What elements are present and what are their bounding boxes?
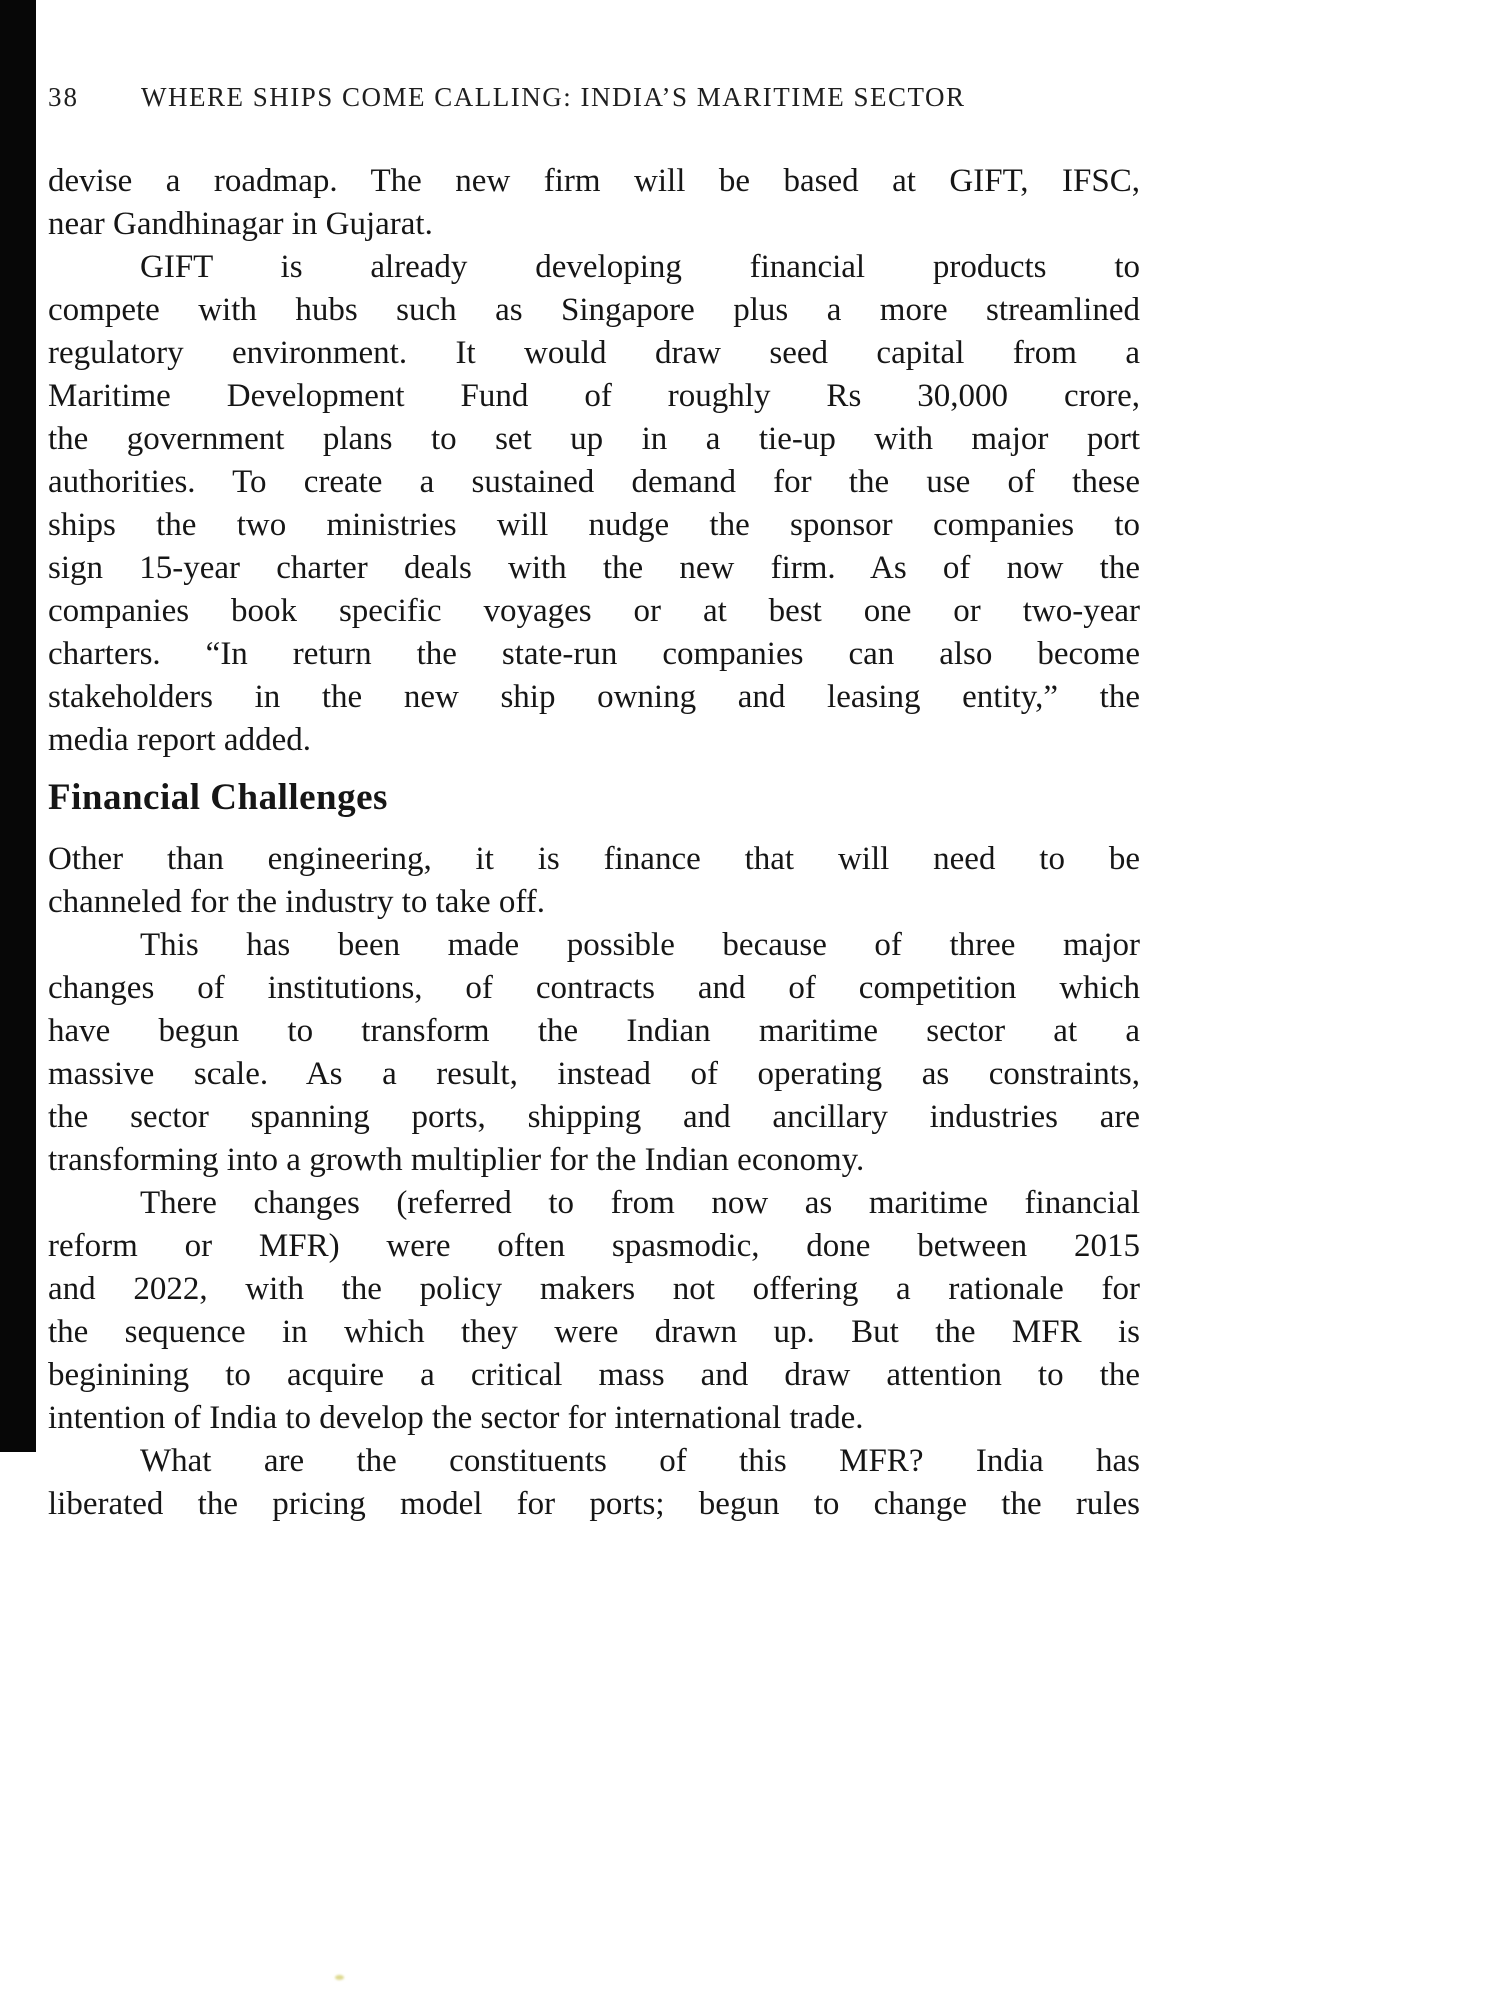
text-line: charters. “In return the state-run companies can also become xyxy=(48,636,1140,672)
body-text-top xyxy=(48,160,1140,762)
text-line: the government plans to set up in a tie-up with major port xyxy=(48,421,1140,457)
text-line: What are the constituents of this MFR? India has xyxy=(140,1443,1140,1479)
text-line: companies book specific voyages or at best one or two-year xyxy=(48,593,1140,629)
text-line: near Gandhinagar in Gujarat. xyxy=(48,206,433,242)
text-line: changes of institutions, of contracts and of competition which xyxy=(48,970,1140,1006)
text-line: reform or MFR) were often spasmodic, done between 2015 xyxy=(48,1228,1140,1264)
text-line: have begun to transform the Indian maritime sector at a xyxy=(48,1013,1140,1049)
text-line: the sector spanning ports, shipping and ancillary industries are xyxy=(48,1099,1140,1135)
text-line: massive scale. As a result, instead of operating as constraints, xyxy=(48,1056,1140,1092)
scan-artifact-speck xyxy=(335,1975,344,1980)
text-line: media report added. xyxy=(48,722,311,758)
text-line: There changes (referred to from now as maritime financial xyxy=(140,1185,1140,1221)
text-line: transforming into a growth multiplier for the Indian economy. xyxy=(48,1142,865,1178)
text-line: Maritime Development Fund of roughly Rs 30,000 crore, xyxy=(48,378,1140,414)
text-line: intention of India to develop the sector for international trade. xyxy=(48,1400,864,1436)
running-header-title: WHERE SHIPS COME CALLING: INDIA’S MARITIME SECTOR xyxy=(141,82,966,112)
page-number: 38 xyxy=(48,82,79,112)
text-line: This has been made possible because of three major xyxy=(140,927,1140,963)
text-line: authorities. To create a sustained demand for the use of these xyxy=(48,464,1140,500)
page-content xyxy=(48,82,1140,1526)
section-heading: Financial Challenges xyxy=(48,777,388,818)
running-header xyxy=(48,82,1140,112)
text-line: stakeholders in the new ship owning and leasing entity,” the xyxy=(48,679,1140,715)
text-line: channeled for the industry to take off. xyxy=(48,884,545,920)
text-line: Other than engineering, it is finance that will need to be xyxy=(48,841,1140,877)
text-line: the sequence in which they were drawn up. But the MFR is xyxy=(48,1314,1140,1350)
text-line: sign 15-year charter deals with the new firm. As of now the xyxy=(48,550,1140,586)
text-line: beginining to acquire a critical mass and draw attention to the xyxy=(48,1357,1140,1393)
text-line: compete with hubs such as Singapore plus a more streamlined xyxy=(48,292,1140,328)
text-line: and 2022, with the policy makers not offering a rationale for xyxy=(48,1271,1140,1307)
scan-gutter-bar xyxy=(0,0,36,1452)
text-line: regulatory environment. It would draw seed capital from a xyxy=(48,335,1140,371)
body-text-bottom xyxy=(48,838,1140,1526)
text-line: ships the two ministries will nudge the sponsor companies to xyxy=(48,507,1140,543)
text-line: liberated the pricing model for ports; begun to change the rules xyxy=(48,1486,1140,1522)
text-line: devise a roadmap. The new firm will be based at GIFT, IFSC, xyxy=(48,163,1140,199)
text-line: GIFT is already developing financial products to xyxy=(140,249,1140,285)
